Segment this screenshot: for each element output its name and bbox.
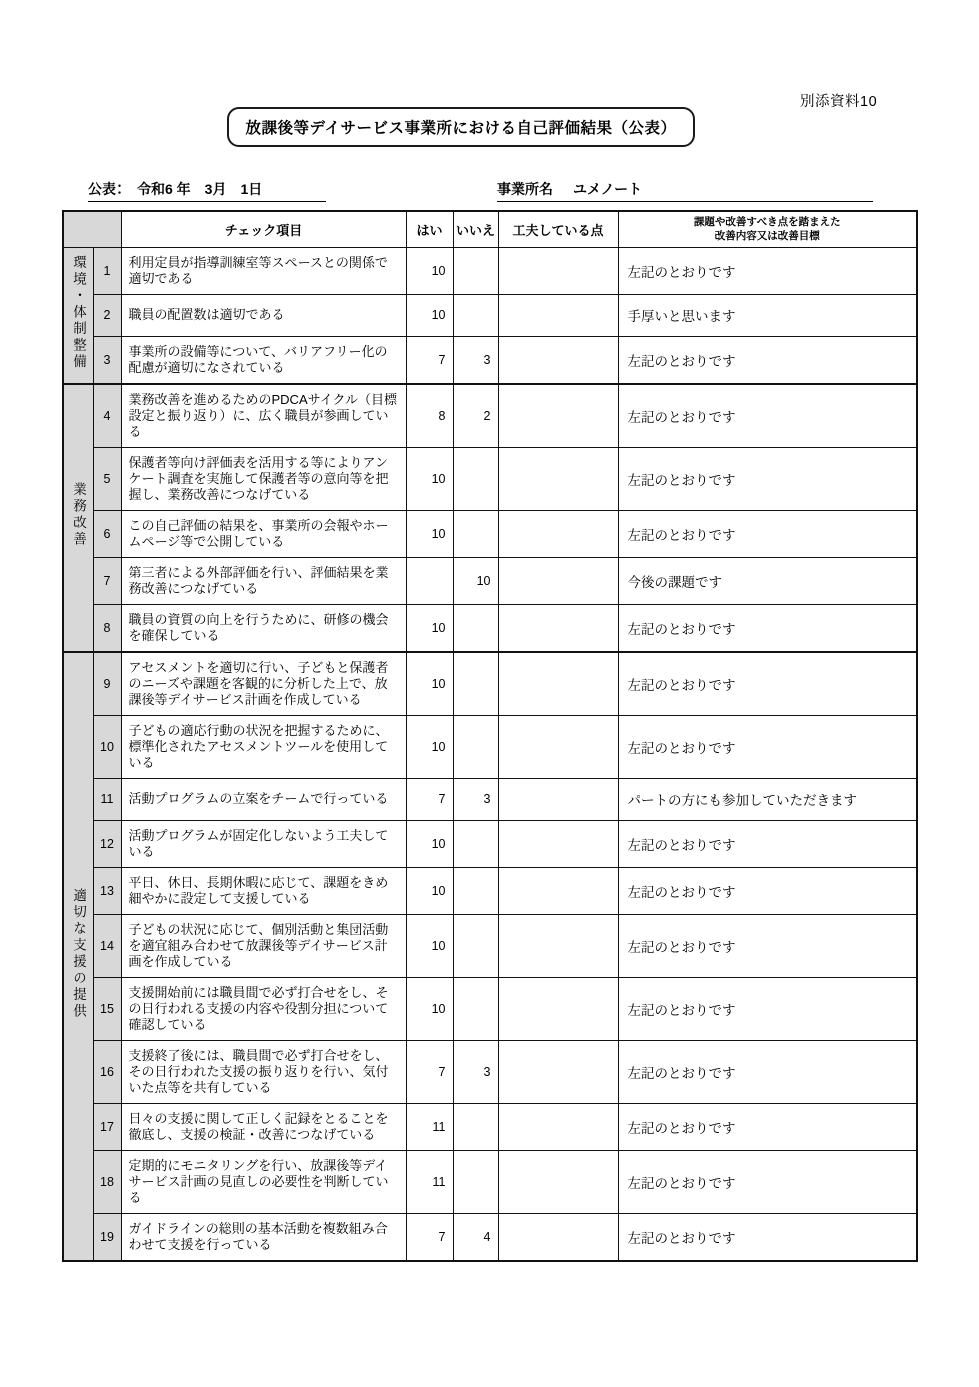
devised-point xyxy=(498,1213,618,1261)
row-number: 3 xyxy=(93,336,121,384)
row-number: 15 xyxy=(93,977,121,1040)
check-item-text: 利用定員が指導訓練室等スペースとの関係で適切である xyxy=(121,247,406,294)
yes-count: 10 xyxy=(406,247,453,294)
table-row xyxy=(63,294,917,336)
table-row xyxy=(63,1103,917,1150)
improvement-header-line1: 課題や改善すべき点を踏まえた xyxy=(693,216,841,229)
yes-count: 10 xyxy=(406,510,453,557)
no-count: 3 xyxy=(453,778,498,820)
devised-point xyxy=(498,294,618,336)
no-count xyxy=(453,294,498,336)
check-item-text: 保護者等向け評価表を活用する等によりアンケート調査を実施して保護者等の意向等を把握し、業務改善につなげている xyxy=(121,447,406,510)
improvement-text: 左記のとおりです xyxy=(618,384,917,448)
no-count xyxy=(453,1103,498,1150)
check-item-text: 平日、休日、長期休暇に応じて、課題をきめ細やかに設定して支援している xyxy=(121,867,406,914)
table-row xyxy=(63,1040,917,1103)
table-row xyxy=(63,557,917,604)
table-row xyxy=(63,977,917,1040)
improvement-text: 左記のとおりです xyxy=(618,604,917,652)
no-count: 2 xyxy=(453,384,498,448)
table-row xyxy=(63,867,917,914)
table-row xyxy=(63,914,917,977)
row-number: 17 xyxy=(93,1103,121,1150)
improvement-text: 左記のとおりです xyxy=(618,1103,917,1150)
devised-point xyxy=(498,1150,618,1213)
category-label-cell xyxy=(63,247,93,384)
row-number: 13 xyxy=(93,867,121,914)
devised-point xyxy=(498,510,618,557)
header-corner-cell xyxy=(63,211,121,247)
row-number: 7 xyxy=(93,557,121,604)
devised-point xyxy=(498,247,618,294)
check-item-text: ガイドラインの総則の基本活動を複数組み合わせて支援を行っている xyxy=(121,1213,406,1261)
yes-count: 8 xyxy=(406,384,453,448)
no-count xyxy=(453,247,498,294)
improvement-text: 手厚いと思います xyxy=(618,294,917,336)
row-number: 4 xyxy=(93,384,121,448)
publication-date-line xyxy=(88,179,326,202)
publication-label: 公表： xyxy=(88,181,123,197)
no-count: 4 xyxy=(453,1213,498,1261)
table-row xyxy=(63,652,917,716)
devised-point xyxy=(498,1040,618,1103)
column-header-improvement xyxy=(618,211,917,247)
devised-point xyxy=(498,914,618,977)
improvement-text: 左記のとおりです xyxy=(618,977,917,1040)
row-number: 12 xyxy=(93,820,121,867)
column-header-devised-points: 工夫している点 xyxy=(498,211,618,247)
table-row xyxy=(63,384,917,448)
row-number: 19 xyxy=(93,1213,121,1261)
no-count xyxy=(453,977,498,1040)
table-row xyxy=(63,778,917,820)
check-item-text: 活動プログラムの立案をチームで行っている xyxy=(121,778,406,820)
row-number: 6 xyxy=(93,510,121,557)
yes-count: 10 xyxy=(406,820,453,867)
office-label: 事業所名 xyxy=(497,181,553,197)
improvement-text: 左記のとおりです xyxy=(618,1040,917,1103)
no-count: 10 xyxy=(453,557,498,604)
no-count xyxy=(453,914,498,977)
yes-count: 10 xyxy=(406,652,453,716)
office-name: ユメノート xyxy=(573,181,643,197)
yes-count: 10 xyxy=(406,715,453,778)
devised-point xyxy=(498,715,618,778)
devised-point xyxy=(498,867,618,914)
table-row xyxy=(63,715,917,778)
row-number: 9 xyxy=(93,652,121,716)
table-row xyxy=(63,247,917,294)
improvement-text: 左記のとおりです xyxy=(618,914,917,977)
improvement-text: 左記のとおりです xyxy=(618,652,917,716)
yes-count: 7 xyxy=(406,1213,453,1261)
no-count xyxy=(453,1150,498,1213)
check-item-text: 支援開始前には職員間で必ず打合せをし、その日行われる支援の内容や役割分担について確認している xyxy=(121,977,406,1040)
check-item-text: 定期的にモニタリングを行い、放課後等デイサービス計画の見直しの必要性を判断している xyxy=(121,1150,406,1213)
devised-point xyxy=(498,384,618,448)
row-number: 11 xyxy=(93,778,121,820)
devised-point xyxy=(498,652,618,716)
yes-count xyxy=(406,557,453,604)
devised-point xyxy=(498,977,618,1040)
table-row xyxy=(63,336,917,384)
row-number: 16 xyxy=(93,1040,121,1103)
yes-count: 10 xyxy=(406,867,453,914)
no-count xyxy=(453,510,498,557)
check-item-text: 業務改善を進めるためのPDCAサイクル（目標設定と振り返り）に、広く職員が参画している xyxy=(121,384,406,448)
table-header-row xyxy=(63,211,917,247)
check-item-text: 第三者による外部評価を行い、評価結果を業務改善につなげている xyxy=(121,557,406,604)
row-number: 18 xyxy=(93,1150,121,1213)
evaluation-table-body xyxy=(63,247,917,1261)
column-header-yes: はい xyxy=(406,211,453,247)
check-item-text: 事業所の設備等について、バリアフリー化の配慮が適切になされている xyxy=(121,336,406,384)
no-count xyxy=(453,820,498,867)
check-item-text: 日々の支援に関して正しく記録をとることを徹底し、支援の検証・改善につなげている xyxy=(121,1103,406,1150)
devised-point xyxy=(498,778,618,820)
table-row xyxy=(63,1150,917,1213)
yes-count: 7 xyxy=(406,778,453,820)
row-number: 1 xyxy=(93,247,121,294)
table-row xyxy=(63,1213,917,1261)
yes-count: 7 xyxy=(406,1040,453,1103)
devised-point xyxy=(498,447,618,510)
category-label: 環境・体制整備 xyxy=(71,254,86,371)
no-count: 3 xyxy=(453,1040,498,1103)
category-label: 適切な支援の提供 xyxy=(71,887,86,1020)
attachment-reference-label: 別添資料10 xyxy=(800,94,878,110)
column-header-no: いいえ xyxy=(453,211,498,247)
improvement-text: 左記のとおりです xyxy=(618,247,917,294)
row-number: 2 xyxy=(93,294,121,336)
check-item-text: 子どもの適応行動の状況を把握するために、標準化されたアセスメントツールを使用している xyxy=(121,715,406,778)
devised-point xyxy=(498,557,618,604)
table-row xyxy=(63,447,917,510)
publication-date-underline xyxy=(88,179,326,202)
row-number: 8 xyxy=(93,604,121,652)
row-number: 10 xyxy=(93,715,121,778)
check-item-text: 活動プログラムが固定化しないよう工夫している xyxy=(121,820,406,867)
check-item-text: 職員の配置数は適切である xyxy=(121,294,406,336)
yes-count: 10 xyxy=(406,604,453,652)
table-row xyxy=(63,604,917,652)
no-count xyxy=(453,715,498,778)
improvement-text: 左記のとおりです xyxy=(618,867,917,914)
check-item-text: この自己評価の結果を、事業所の会報やホームページ等で公開している xyxy=(121,510,406,557)
row-number: 5 xyxy=(93,447,121,510)
document-title-box xyxy=(227,107,695,147)
devised-point xyxy=(498,1103,618,1150)
evaluation-table-container xyxy=(62,210,918,1262)
devised-point xyxy=(498,820,618,867)
yes-count: 11 xyxy=(406,1103,453,1150)
yes-count: 7 xyxy=(406,336,453,384)
check-item-text: アセスメントを適切に行い、子どもと保護者のニーズや課題を客観的に分析した上で、放課後等デイサービス計画を作成している xyxy=(121,652,406,716)
no-count xyxy=(453,604,498,652)
devised-point xyxy=(498,336,618,384)
no-count xyxy=(453,447,498,510)
page-title: 放課後等デイサービス事業所における自己評価結果（公表） xyxy=(245,120,677,137)
column-header-check-item: チェック項目 xyxy=(121,211,406,247)
yes-count: 10 xyxy=(406,914,453,977)
evaluation-table xyxy=(62,210,918,1262)
yes-count: 11 xyxy=(406,1150,453,1213)
no-count: 3 xyxy=(453,336,498,384)
row-number: 14 xyxy=(93,914,121,977)
improvement-text: 左記のとおりです xyxy=(618,820,917,867)
improvement-text: 今後の課題です xyxy=(618,557,917,604)
office-name-line xyxy=(497,179,873,202)
improvement-text: パートの方にも参加していただきます xyxy=(618,778,917,820)
improvement-text: 左記のとおりです xyxy=(618,336,917,384)
improvement-text: 左記のとおりです xyxy=(618,715,917,778)
yes-count: 10 xyxy=(406,447,453,510)
table-row xyxy=(63,510,917,557)
check-item-text: 支援終了後には、職員間で必ず打合せをし、その日行われた支援の振り返りを行い、気付いた点等を共有している xyxy=(121,1040,406,1103)
table-row xyxy=(63,820,917,867)
no-count xyxy=(453,652,498,716)
category-label-cell xyxy=(63,652,93,1261)
yes-count: 10 xyxy=(406,977,453,1040)
publication-date: 令和6 年 3月 1日 xyxy=(137,181,263,197)
devised-point xyxy=(498,604,618,652)
improvement-text: 左記のとおりです xyxy=(618,510,917,557)
category-label: 業務改善 xyxy=(71,482,86,548)
check-item-text: 子どもの状況に応じて、個別活動と集団活動を適宜組み合わせて放課後等デイサービス計画を作成している xyxy=(121,914,406,977)
improvement-header-line2: 改善内容又は改善目標 xyxy=(714,230,820,243)
improvement-text: 左記のとおりです xyxy=(618,1213,917,1261)
no-count xyxy=(453,867,498,914)
category-label-cell xyxy=(63,384,93,652)
yes-count: 10 xyxy=(406,294,453,336)
improvement-text: 左記のとおりです xyxy=(618,1150,917,1213)
office-name-underline xyxy=(497,179,873,202)
check-item-text: 職員の資質の向上を行うために、研修の機会を確保している xyxy=(121,604,406,652)
improvement-text: 左記のとおりです xyxy=(618,447,917,510)
